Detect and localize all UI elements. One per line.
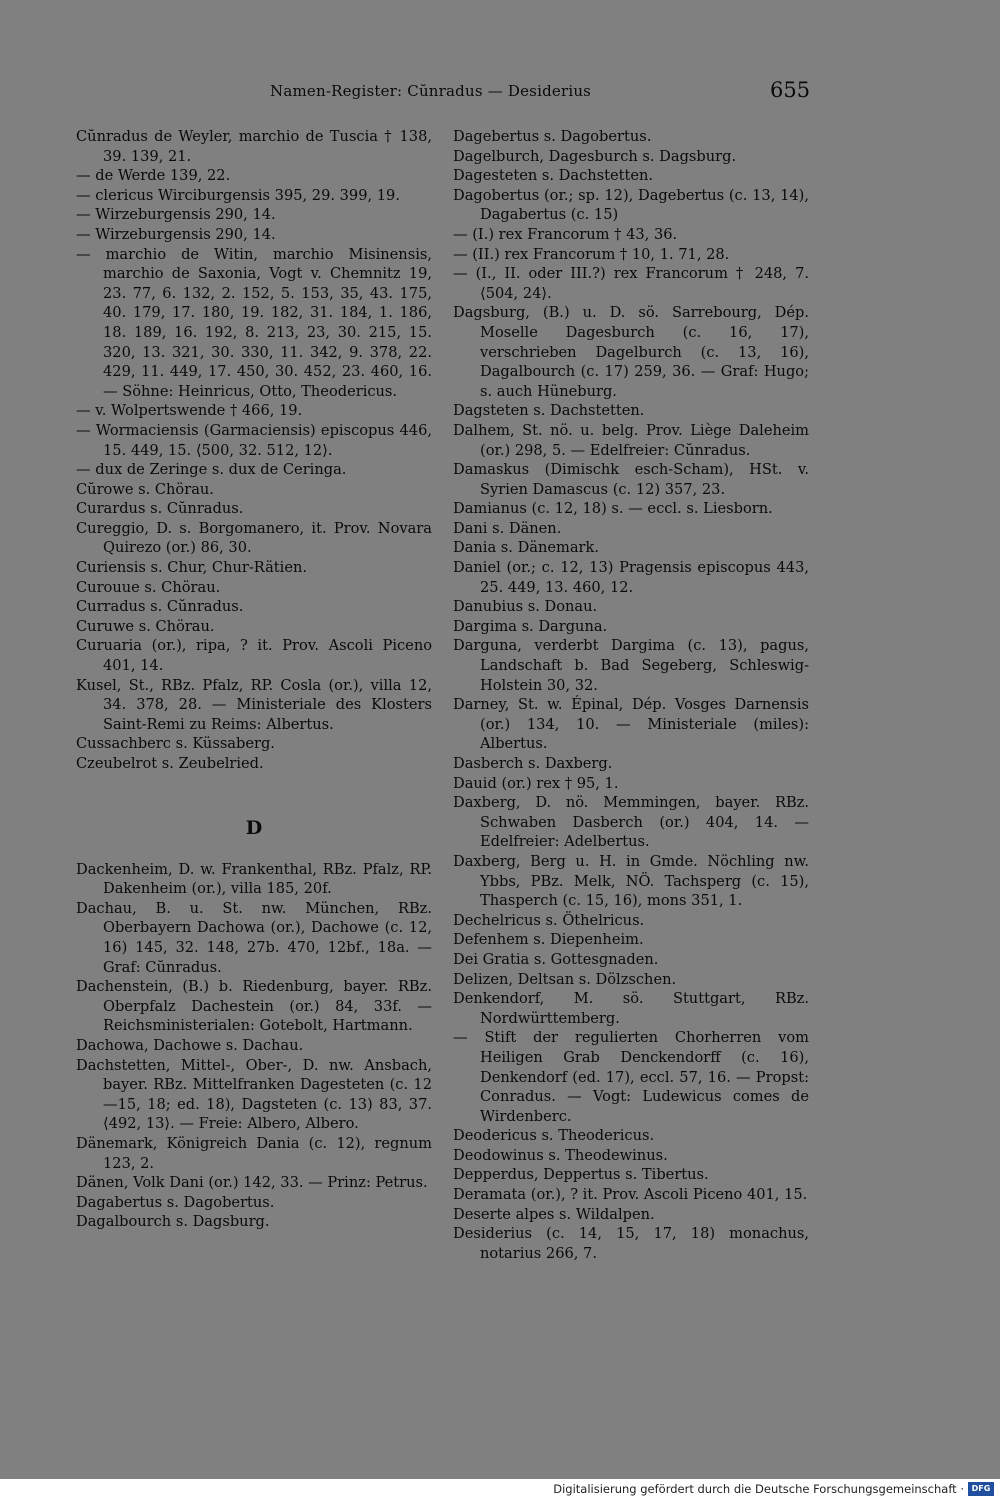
index-entry: Daniel (or.; c. 12, 13) Pragensis episcopus 443, 25. 449, 13. 460, 12. (453, 559, 809, 596)
index-entry: Dani s. Dänen. (453, 519, 562, 537)
index-entry: Curouue s. Chörau. (76, 578, 221, 596)
index-entry: — v. Wolpertswende † 466, 19. (76, 402, 303, 420)
index-entry: Defenhem s. Diepenheim. (453, 931, 644, 949)
index-entry: — (I.) rex Francorum † 43, 36. (453, 225, 678, 243)
index-entry: Dei Gratia s. Gottesgnaden. (453, 950, 659, 968)
index-entry: Depperdus, Deppertus s. Tibertus. (453, 1166, 709, 1184)
index-entry: Dachowa, Dachowe s. Dachau. (76, 1036, 304, 1054)
footer-credit: Digitalisierung gefördert durch die Deutsche Forschungsgemeinschaft · (553, 1482, 964, 1496)
index-entry: Cŭrowe s. Chörau. (76, 480, 214, 498)
index-entry: Dagsteten s. Dachstetten. (453, 402, 645, 420)
index-entry: Deodericus s. Theodericus. (453, 1127, 655, 1145)
index-entry: Daxberg, Berg u. H. in Gmde. Nöchling nw. Ybbs, PBz. Melk, NÖ. Tachsperg (c. 15), Thasperch (c. 15, 16), mons 351, 1. (453, 852, 809, 910)
index-entry: — clericus Wirciburgensis 395, 29. 399, 19. (76, 186, 400, 204)
index-entry: Dachenstein, (B.) b. Riedenburg, bayer. RBz. Oberpfalz Dachestein (or.) 84, 33f. — Reichsministerialen: Gotebolt, Hartmann. (76, 978, 432, 1035)
index-entry: — Wirzeburgensis 290, 14. (76, 206, 276, 224)
right-column (453, 127, 809, 1263)
index-entry: — Wormaciensis (Garmaciensis) episcopus 446, 15. 449, 15. ⟨500, 32. 512, 12⟩. (76, 421, 432, 459)
index-entry: Czeubelrot s. Zeubelried. (76, 755, 264, 772)
index-entry: Dänen, Volk Dani (or.) 142, 33. — Prinz: Petrus. (76, 1174, 428, 1192)
index-entry: Darney, St. w. Épinal, Dép. Vosges Darnensis (or.) 134, 10. — Ministeriale (miles): Albertus. (453, 696, 809, 753)
index-entry: Dagabertus s. Dagobertus. (76, 1193, 275, 1211)
index-entry: — marchio de Witin, marchio Misinensis, marchio de Saxonia, Vogt v. Chemnitz 19, 23. 77, 6. 132, 2. 152, 5. 153, 35, 43. 175, 40. 179, 17. 180, 19. 182, 31. 184, 1. 186, 18. 189, 16. 192, 8. 213, 23, 30. 215, 15. 320, 13. 321, 30. 330, 11. 342, 9. 378, 22. 429, 11. 449, 17. 450, 30. 452, 23. 460, 16. — Söhne: Heinricus, Otto, Theodericus. (76, 245, 432, 400)
index-entry: Danubius s. Donau. (453, 598, 598, 616)
index-entry: Dechelricus s. Öthelricus. (453, 911, 645, 929)
running-head: Namen-Register: Cŭnradus — Desiderius (270, 82, 592, 100)
index-entry: Deodowinus s. Theodewinus. (453, 1146, 668, 1164)
index-entry: Dachstetten, Mittel-, Ober-, D. nw. Ansbach, bayer. RBz. Mittelfranken Dagesteten (c. 12—15, 18; ed. 18), Dagsteten (c. 13) 83, 37. ⟨492, 13⟩. — Freie: Albero, Albero. (76, 1056, 432, 1133)
index-entry: Dargima s. Darguna. (453, 617, 608, 635)
index-entry: Dalhem, St. nö. u. belg. Prov. Liège Daleheim (or.) 298, 5. — Edelfreier: Cŭnradus. (453, 421, 809, 459)
index-entry: Delizen, Deltsan s. Dölzschen. (453, 970, 677, 988)
page-number: 655 (770, 78, 811, 102)
left-column (76, 127, 432, 1232)
index-entry: Curardus s. Cŭnradus. (76, 500, 244, 518)
index-entry: Cureggio, D. s. Borgomanero, it. Prov. Novara Quirezo (or.) 86, 30. (76, 519, 432, 557)
index-entry: Denkendorf, M. sö. Stuttgart, RBz. Nordwürttemberg. (453, 990, 809, 1027)
index-entry: Dagelburch, Dagesburch s. Dagsburg. (453, 147, 737, 165)
index-entry: Dagsburg, (B.) u. D. sö. Sarrebourg, Dép. Moselle Dagesburch (c. 16, 17), verschrieben Dagelburch (c. 13, 16), Dagalbourch (c. 17) 259, 36. — Graf: Hugo; s. auch Hüneburg. (453, 304, 809, 400)
index-entry: Curradus s. Cŭnradus. (76, 598, 244, 616)
index-entry: Dachau, B. u. St. nw. München, RBz. Oberbayern Dachowa (or.), Dachowe (c. 12, 16) 145, 32. 148, 27b. 470, 12bf., 18a. — Graf: Cŭnradus. (76, 899, 432, 976)
index-entry: Damianus (c. 12, 18) s. — eccl. s. Liesborn. (453, 500, 773, 518)
index-entry: Dauid (or.) rex † 95, 1. (453, 774, 619, 792)
index-entry: — (I., II. oder III.?) rex Francorum † 248, 7. ⟨504, 24⟩. (453, 265, 809, 302)
index-entry: Curuwe s. Chörau. (76, 617, 215, 635)
index-entry: Deramata (or.), ? it. Prov. Ascoli Piceno 401, 15. (453, 1186, 808, 1204)
index-entry: Curiensis s. Chur, Chur-Rätien. (76, 559, 308, 577)
footer-bar (0, 1479, 1000, 1500)
index-entry: Dagebertus s. Dagobertus. (453, 128, 652, 145)
index-entry: Deserte alpes s. Wildalpen. (453, 1205, 655, 1223)
index-entry: Desiderius (c. 14, 15, 17, 18) monachus, notarius 266, 7. (453, 1225, 809, 1262)
index-entry: Dagesteten s. Dachstetten. (453, 167, 654, 185)
section-letter-heading: D (245, 816, 263, 839)
index-entry: Cŭnradus de Weyler, marchio de Tuscia † 138, 39. 139, 21. (76, 128, 432, 165)
index-entry: Cussachberc s. Küssaberg. (76, 735, 275, 753)
index-entry: Dania s. Dänemark. (453, 539, 600, 557)
index-entry: — Wirzeburgensis 290, 14. (76, 225, 276, 243)
index-entry: Dasberch s. Daxberg. (453, 755, 613, 772)
dfg-logo-icon: DFG (968, 1482, 994, 1496)
index-entry: Curuaria (or.), ripa, ? it. Prov. Ascoli Piceno 401, 14. (76, 637, 432, 675)
index-entry: Dackenheim, D. w. Frankenthal, RBz. Pfalz, RP. Dakenheim (or.), villa 185, 20f. (76, 860, 432, 898)
index-entry: Kusel, St., RBz. Pfalz, RP. Cosla (or.), villa 12, 34. 378, 28. — Ministeriale des Klosters Saint-Remi zu Reims: Albertus. (76, 676, 432, 733)
index-entry: — (II.) rex Francorum † 10, 1. 71, 28. (453, 245, 730, 263)
index-entry: Darguna, verderbt Dargima (c. 13), pagus, Landschaft b. Bad Segeberg, Schleswig-Holstein 30, 32. (453, 637, 809, 694)
index-entry: Dagobertus (or.; sp. 12), Dagebertus (c. 13, 14), Dagabertus (c. 15) (453, 186, 809, 224)
index-entry: — de Werde 139, 22. (76, 167, 231, 185)
index-entry: Daxberg, D. nö. Memmingen, bayer. RBz. Schwaben Dasberch (or.) 404, 14. — Edelfreier: Adelbertus. (453, 794, 809, 851)
index-entry: — dux de Zeringe s. dux de Ceringa. (76, 461, 347, 479)
index-entry: Dagalbourch s. Dagsburg. (76, 1213, 270, 1231)
index-entry: Dänemark, Königreich Dania (c. 12), regnum 123, 2. (76, 1134, 432, 1172)
index-entry: — Stift der regulierten Chorherren vom Heiligen Grab Denckendorff (c. 16), Denkendorf (ed. 17), eccl. 57, 16. — Propst: Conradus. — Vogt: Ludewicus comes de Wirdenberc. (453, 1029, 809, 1125)
index-entry: Damaskus (Dimischk esch-Scham), HSt. v. Syrien Damascus (c. 12) 357, 23. (453, 461, 809, 498)
